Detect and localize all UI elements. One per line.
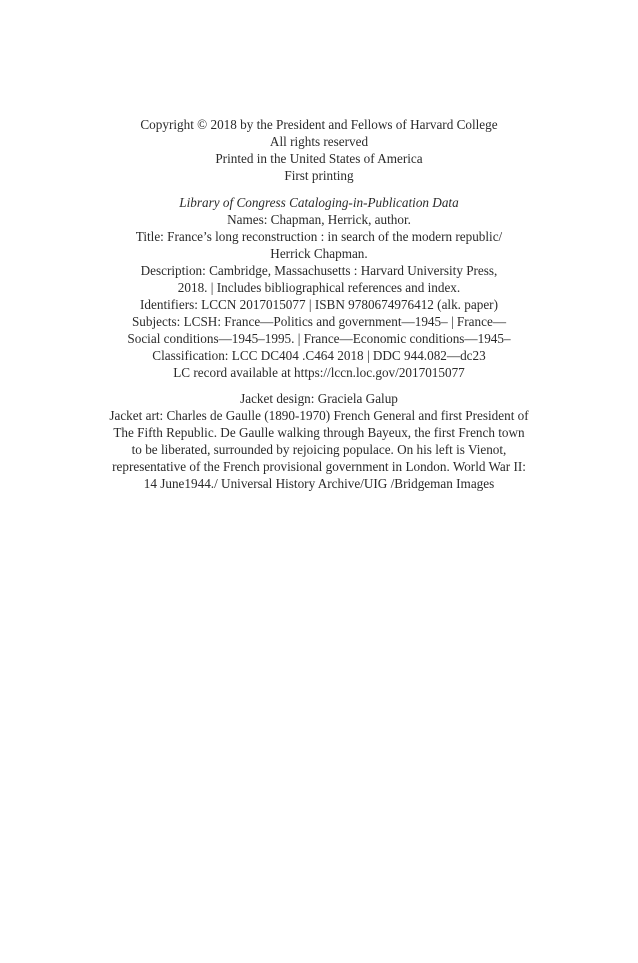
cip-subjects-cont: Social conditions—1945–1995. | France—Economic conditions—1945– bbox=[127, 331, 511, 346]
printed-line: Printed in the United States of America bbox=[215, 151, 423, 166]
cip-title: Title: France’s long reconstruction : in search of the modern republic/ bbox=[135, 229, 503, 244]
cip-title-cont: Herrick Chapman. bbox=[270, 246, 368, 261]
printing-line: First printing bbox=[284, 168, 354, 183]
jacket-art: Jacket art: Charles de Gaulle (1890-1970) French General and first President of bbox=[109, 408, 529, 423]
rights-line: All rights reserved bbox=[269, 134, 369, 149]
cip-identifiers: Identifiers: LCCN 2017015077 | ISBN 9780674976412 (alk. paper) bbox=[140, 297, 498, 312]
cip-heading: Library of Congress Cataloging-in-Publication Data bbox=[179, 195, 459, 210]
cip-description: Description: Cambridge, Massachusetts : Harvard University Press, bbox=[140, 263, 498, 278]
copyright-notice bbox=[0, 116, 638, 184]
jacket-art-cont: The Fifth Republic. De Gaulle walking through Bayeux, the first French town bbox=[113, 425, 525, 440]
jacket-design: Jacket design: Graciela Galup bbox=[240, 391, 398, 406]
cip-lc-record: LC record available at https://lccn.loc.gov/2017015077 bbox=[173, 365, 465, 380]
cip-names: Names: Chapman, Herrick, author. bbox=[227, 212, 411, 227]
cip-classification: Classification: LCC DC404 .C464 2018 | DDC 944.082—dc23 bbox=[152, 348, 486, 363]
jacket-art-cont: to be liberated, surrounded by rejoicing populace. On his left is Vienot, bbox=[131, 442, 507, 457]
jacket-credits bbox=[0, 390, 638, 492]
jacket-art-cont: representative of the French provisional government in London. World War II: bbox=[112, 459, 526, 474]
cip-data bbox=[0, 194, 638, 381]
jacket-art-cont: 14 June1944./ Universal History Archive/UIG /Bridgeman Images bbox=[143, 476, 495, 491]
cip-subjects: Subjects: LCSH: France—Politics and government—1945– | France— bbox=[131, 314, 507, 329]
copyright-line: Copyright © 2018 by the President and Fellows of Harvard College bbox=[140, 117, 498, 132]
cip-description-cont: 2018. | Includes bibliographical references and index. bbox=[177, 280, 461, 295]
